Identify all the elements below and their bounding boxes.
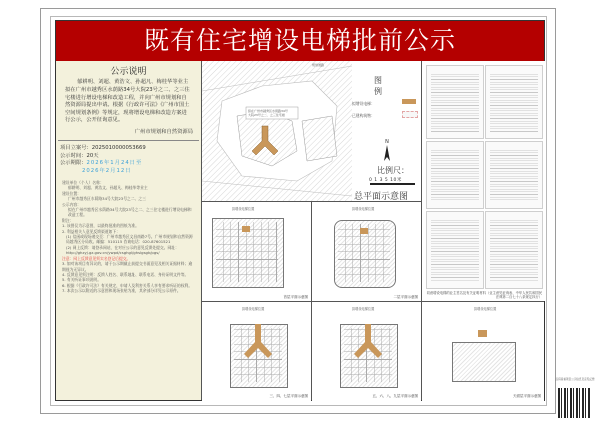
- document-scan: [426, 65, 484, 139]
- page-title: 既有住宅增设电梯批前公示: [56, 21, 544, 61]
- qr-caption: 扫码查看项目公示信息及意见反馈: [555, 378, 595, 381]
- floor-plan-3-4-7f: 拟增设电梯位置 三、四、七层平面示意图: [202, 301, 311, 401]
- floor-plan-caption: 三、四、七层平面示意图: [269, 394, 308, 398]
- elevator-marker: [244, 324, 272, 358]
- notice-body: 郁耕明、刘超、黄浩文、孙超凡、梅桂华等业主拟在广州市越秀区水荫路34号大院23号之二、之三住宅楼进行增设电梯和改造工程，并向广州市规划和自然资源局提出申请。根据《行政许可法》《广州市国土空间规划条例》等规定，现将增设电梯和改造方案进行公示，公开征询意见。: [65, 79, 190, 124]
- period-label: 公示时间：: [60, 152, 87, 159]
- document-scan: [485, 211, 543, 289]
- notice-panel: [56, 61, 202, 400]
- floor-plan-caption: 五、六、八、九层平面示意图: [372, 394, 418, 398]
- elevator-marker: [354, 324, 382, 358]
- location-value: 广州市越秀区水荫路34号大院23号之二、之三: [68, 196, 147, 202]
- svg-text:规划道路: 规划道路: [312, 63, 325, 67]
- floor-plan-caption: 二层平面示意图: [393, 295, 418, 299]
- north-arrow-icon: N: [382, 139, 392, 165]
- elevator-marker: [478, 330, 487, 337]
- builder-value: 郁耕明、刘超、黄浩文、孙超凡、梅桂华等业主: [68, 185, 148, 191]
- scale-ticks: 0 1 3 5 10米: [369, 178, 402, 183]
- legend-swatch-existing: [402, 111, 418, 118]
- note-item: 1. 该图仅为示意图，以最终批准的图纸为准。: [62, 223, 139, 229]
- floor-plan-2f: 拟增设电梯位置 二层平面示意图: [312, 201, 421, 302]
- content-value: 拟在广州市越秀区水荫路34号大院23号之二、之三住宅楼进行增设电梯和改造工程。: [68, 207, 192, 218]
- scale-label: 比例尺：: [377, 166, 409, 175]
- legend-item-elevator: 拟增设电梯：: [352, 101, 375, 106]
- note-item: (1) 信函或现场递交至：广州市越秀区文昌南路7号。广州市规划和自然资源局越秀区分局收。邮编：510115 咨询电话：020-87601521: [66, 234, 193, 245]
- note-item: 5. 有关听证事项说明。: [62, 277, 102, 283]
- elevator-marker: [360, 228, 368, 234]
- document-scan: [485, 65, 543, 139]
- notes-label: 附注：: [62, 217, 74, 223]
- note-item: 7. 本次公示以附近的示意图和现场张贴为准，其余部分详见公示原件。: [62, 288, 181, 294]
- date-start: 2026年1月24日至: [86, 160, 143, 167]
- floor-plan-1f: 拟增设电梯位置 首层平面示意图: [202, 201, 311, 302]
- document-scan: [485, 141, 543, 209]
- svg-text:大院23号之二、之三住宅楼: 大院23号之二、之三住宅楼: [248, 113, 285, 117]
- note-item-link[interactable]: (2) 网上反馈：请登录网站，在对应公示的意见反馈处提交。网址：http://ghzyj.gz.gov.cn/ywpd/csghgl/ghslgsgk/pgs/: [66, 244, 179, 256]
- note-item: 4. 反馈意见须注明：反馈人姓名、联系地址、联系电话、身份证明文件等。: [62, 271, 189, 277]
- note-item: 3. 如对该项目有异议的，请于公示期截止前提交书面意见及相关证据材料；逾期视为无异议。: [62, 261, 193, 272]
- project-number-label: 项目立案号：: [60, 145, 92, 152]
- site-plan-caption: 总平面示意图: [354, 192, 409, 202]
- builder-label: 建设单位（个人）名称：: [62, 180, 104, 185]
- elevator-marker: [242, 226, 250, 232]
- project-number: 2025010000053669: [91, 145, 146, 152]
- note-item: 2. 利益相关人意见反馈渠道如下：: [62, 228, 120, 234]
- floor-plan-roof: 拟增设电梯位置 天面层平面示意图: [422, 301, 544, 401]
- content-label: 公示内容：: [62, 201, 81, 207]
- notice-signature: 广州市规划和自然资源局: [134, 128, 193, 135]
- svg-text:拟在广州市越秀区水荫路34号: 拟在广州市越秀区水荫路34号: [248, 109, 288, 113]
- legend-title: 图 例: [374, 76, 392, 96]
- date-end: 2026年2月12日: [82, 167, 132, 174]
- documents-panel: [421, 61, 545, 301]
- floor-plan-caption: 首层平面示意图: [283, 295, 308, 299]
- notice-title: 公示说明: [110, 67, 147, 77]
- site-plan: [202, 61, 421, 202]
- floor-plan-caption: 天面层平面示意图: [513, 394, 541, 398]
- documents-caption: 同意增设电梯的业主签名及有关证明材料（业主意见征询表、中华人民共和国民法典第二百七十八条规定执行）: [426, 291, 542, 300]
- floor-plan-5-6-8-9f: 拟增设电梯位置 五、六、八、九层平面示意图: [312, 301, 421, 401]
- divider: [58, 140, 199, 141]
- legend-swatch-elevator: [402, 99, 416, 104]
- legend-item-existing: 已建构筑物：: [352, 113, 375, 118]
- project-number-row: [56, 145, 201, 152]
- note-item: 6. 根据《行政许可法》有关规定，申请人及利害关系人享有要求听证的权利。: [62, 282, 193, 288]
- scale-bar: [370, 183, 415, 185]
- date-range-label: 公示期限：: [60, 160, 87, 167]
- document-scan: [426, 141, 484, 209]
- period-value: 20天: [86, 152, 99, 159]
- note-highlight: 注意：网上反馈意见须实名登记后提交。: [62, 255, 131, 261]
- document-scan: [426, 211, 484, 289]
- date-range-row: [56, 160, 201, 175]
- site-plan-drawing: [202, 61, 352, 201]
- notice-board: [55, 20, 545, 401]
- qr-code-icon[interactable]: [558, 388, 590, 418]
- location-label: 建设位置：: [62, 190, 81, 196]
